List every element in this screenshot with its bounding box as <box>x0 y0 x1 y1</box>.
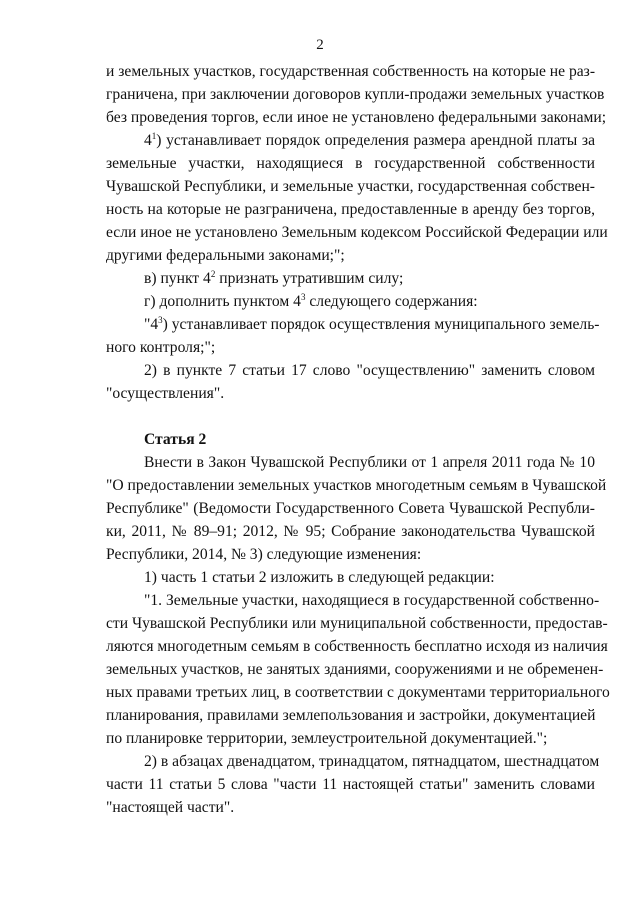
paragraph-item-2 <box>106 359 595 405</box>
text-line: ляются многодетным семьям в собственность бесплатно исходя из наличия <box>106 638 608 655</box>
text-fragment: "4 <box>144 316 159 333</box>
paragraph-item-4-3 <box>106 313 600 359</box>
article-item-2 <box>106 750 600 819</box>
text-line: "осуществления". <box>106 385 225 402</box>
text-line: ных правами третьих лиц, в соответствии с документами территориального <box>106 684 610 701</box>
superscript: 3 <box>158 315 163 325</box>
text-line: Республике" (Ведомости Государственного Совета Чувашской Республи- <box>106 500 595 517</box>
paragraph-item-g <box>106 290 595 313</box>
text-line: ного контроля;"; <box>106 339 216 356</box>
document-body <box>106 60 610 819</box>
text-line <box>106 129 595 152</box>
text-line: по планировке территории, землеустроительной документацией."; <box>106 730 548 747</box>
text-line: части 11 статьи 5 слова "части 11 настоящей статьи" заменить словами <box>106 776 595 793</box>
text-fragment: г) дополнить пунктом 4 <box>144 293 301 310</box>
text-line: ки, 2011, № 89–91; 2012, № 95; Собрание законодательства Чувашской <box>106 523 595 540</box>
text-fragment: признать утратившим силу; <box>215 270 404 287</box>
text-line: Внести в Закон Чувашской Республики от 1 апреля 2011 года № 10 <box>144 454 595 471</box>
text-line: планирования, правилами землепользования и застройки, документацией <box>106 707 596 724</box>
text-line: земельных участков, не занятых зданиями, сооружениями и не обременен- <box>106 661 604 678</box>
paragraph-item-4-1 <box>106 129 608 267</box>
text-fragment: ) устанавливает порядок осуществления муниципального земель- <box>162 316 600 333</box>
item-number: 4 <box>144 132 152 149</box>
text-line: без проведения торгов, если иное не установлено федеральными законами; <box>106 109 607 126</box>
text-line <box>106 313 600 336</box>
text-fragment: следующего содержания: <box>305 293 478 310</box>
text-line: Чувашской Республики, и земельные участки, государственная собствен- <box>106 178 595 195</box>
item-number-superscript: 1 <box>151 131 157 141</box>
superscript: 2 <box>210 269 216 279</box>
text-line: "1. Земельные участки, находящиеся в государственной собственно- <box>144 592 600 609</box>
text-line: Республики, 2014, № 3) следующие изменения: <box>106 546 422 563</box>
text-line: и земельных участков, государственная собственность на которые не раз- <box>106 63 596 80</box>
text-fragment: ) устанавливает порядок определения размера арендной платы за <box>156 132 595 149</box>
text-line: "О предоставлении земельных участков многодетным семьям в Чувашской <box>106 477 607 494</box>
spacer <box>106 405 595 428</box>
text-line: граничена, при заключении договоров купли-продажи земельных участков <box>106 86 605 103</box>
text-line: ность на которые не разграничена, предоставленные в аренду без торгов, <box>106 201 595 218</box>
text-fragment: в) пункт 4 <box>144 270 211 287</box>
superscript: 3 <box>300 292 306 302</box>
paragraph-item-v <box>106 267 595 290</box>
article-item-1: 1) часть 1 статьи 2 изложить в следующей редакции: <box>144 569 495 586</box>
text-line: другими федеральными законами;"; <box>106 247 345 264</box>
text-line: 2) в абзацах двенадцатом, тринадцатом, пятнадцатом, шестнадцатом <box>144 753 600 770</box>
article-item-1-text <box>106 589 610 750</box>
text-line: земельные участки, находящиеся в государственной собственности <box>106 155 595 172</box>
page-number: 2 <box>316 37 324 53</box>
text-line: если иное не установлено Земельным кодексом Российской Федерации или <box>106 224 608 241</box>
text-line: "настоящей части". <box>106 799 235 816</box>
article-intro <box>106 451 607 566</box>
text-line: сти Чувашской Республики или муниципальной собственности, предостав- <box>106 615 608 632</box>
article-heading: Статья 2 <box>144 431 207 448</box>
text-line: 2) в пункте 7 статьи 17 слово "осуществлению" заменить словом <box>144 362 595 379</box>
paragraph-continuation <box>106 60 607 129</box>
